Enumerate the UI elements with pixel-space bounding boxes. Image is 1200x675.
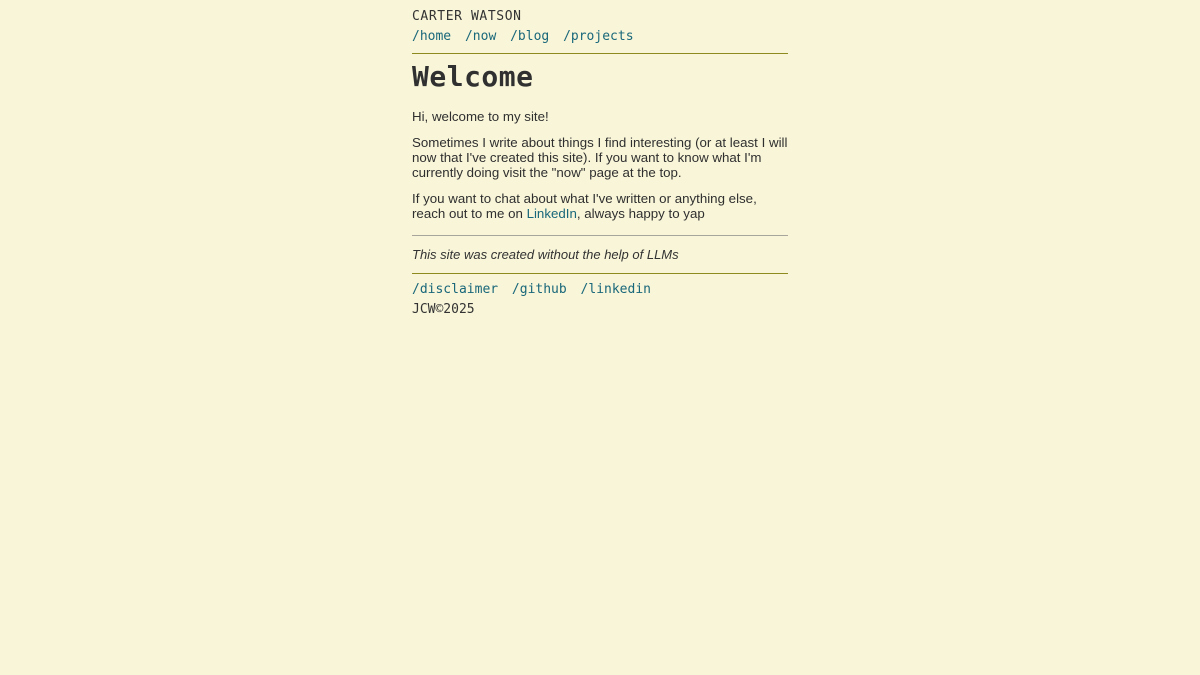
footer-nav [412, 282, 657, 297]
intro-text [412, 109, 788, 232]
no-llm-note: This site was created without the help of LLMs [412, 247, 679, 262]
intro-paragraph-1: Hi, welcome to my site! [412, 109, 549, 124]
content-divider [412, 235, 788, 236]
copyright-text: JCW©2025 [412, 302, 475, 317]
nav-now-link[interactable]: /now [464, 29, 497, 44]
site-name: CARTER WATSON [412, 9, 522, 24]
paragraph-3-text: If you want to chat about what I've written or anything else, reach out to me on [412, 191, 757, 221]
linkedin-inline-link[interactable]: LinkedIn [526, 206, 577, 221]
nav-blog-link[interactable]: /blog [510, 29, 550, 44]
footer-divider [412, 273, 788, 274]
nav-home-link[interactable]: /home [412, 29, 452, 44]
intro-paragraph-3 [412, 191, 788, 221]
header-divider [412, 53, 788, 54]
footer-github-link[interactable]: /github [511, 282, 567, 297]
nav-projects-link[interactable]: /projects [563, 29, 634, 44]
footer-disclaimer-link[interactable]: /disclaimer [412, 282, 499, 297]
page-title: Welcome [412, 60, 534, 93]
intro-paragraph-2: Sometimes I write about things I find interesting (or at least I will now that I've created this site). If you want to know what I'm currently doing visit the "now" page at the top. [412, 135, 788, 180]
paragraph-3-tail: , always happy to yap [576, 206, 705, 221]
footer-linkedin-link[interactable]: /linkedin [580, 282, 651, 297]
top-nav [412, 29, 640, 44]
